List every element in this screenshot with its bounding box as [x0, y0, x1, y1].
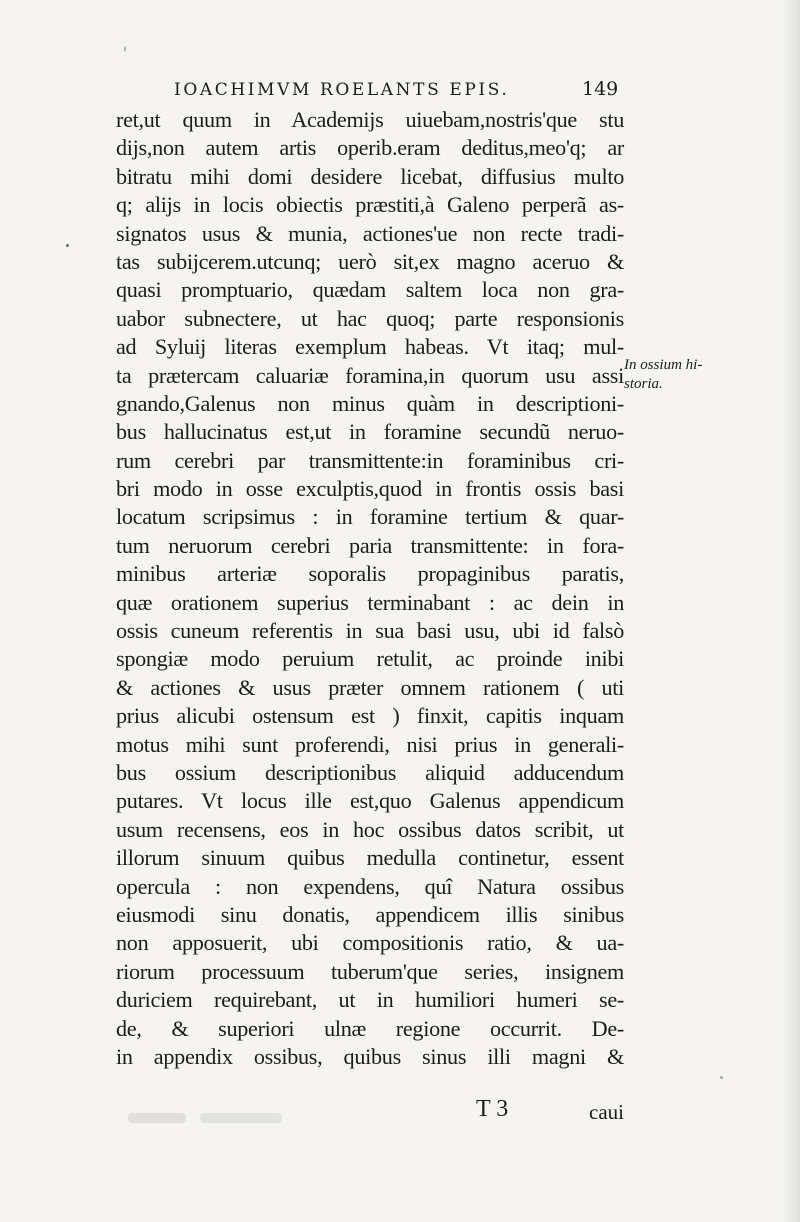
- text-line: q; alijs in locis obiectis præstiti,à Galeno perperã as-: [116, 192, 624, 218]
- text-line: de, & superiori ulnæ regione occurrit. De-: [116, 1015, 624, 1041]
- text-line: prius alicubi ostensum est ) finxit, capitis inquam: [116, 703, 624, 729]
- catchword: caui: [589, 1100, 624, 1124]
- text-line: riorum processuum tuberum'que series, insignem: [116, 958, 624, 984]
- marginal-note-line: storia.: [624, 376, 663, 392]
- text-line: usum recensens, eos in hoc ossibus datos scribit, ut: [116, 816, 624, 842]
- text-line: motus mihi sunt proferendi, nisi prius in generali-: [116, 731, 624, 757]
- text-line: illorum sinuum quibus medulla continetur, essent: [116, 845, 624, 871]
- text-line: dijs,non autem artis operib.eram deditus,meo'q; ar: [116, 135, 624, 161]
- text-line: opercula : non expendens, quî Natura ossibus: [116, 873, 624, 899]
- text-line: minibus arteriæ soporalis propaginibus paratis,: [116, 561, 624, 587]
- text-line: ad Syluij literas exemplum habeas. Vt itaq; mul-: [116, 334, 624, 360]
- text-line: rum cerebri par transmittente:in foraminibus cri-: [116, 447, 624, 473]
- signature-mark: T 3: [476, 1096, 509, 1122]
- text-line: tum neruorum cerebri paria transmittente: in fora-: [116, 532, 624, 558]
- marginal-note-line: In ossium hi-: [624, 357, 703, 373]
- bleed-smudge: [200, 1113, 282, 1123]
- text-line: tas subijcerem.utcunq; uerò sit,ex magno aceruo &: [116, 248, 624, 274]
- ink-speck: [720, 1076, 723, 1079]
- running-title: IOACHIMVM ROELANTS EPIS.: [174, 80, 510, 100]
- ink-speck: [124, 46, 126, 52]
- gutter-shadow: [782, 0, 800, 1222]
- text-line: duriciem requirebant, ut in humiliori humeri se-: [116, 987, 624, 1013]
- text-line: quasi promptuario, quædam saltem loca non gra-: [116, 277, 624, 303]
- running-head: [174, 80, 624, 104]
- text-line: eiusmodi sinu donatis, appendicem illis sinibus: [116, 901, 624, 927]
- text-line: bus hallucinatus est,ut in foramine secundũ neruo-: [116, 419, 624, 445]
- text-line: bri modo in osse exculptis,quod in frontis ossis basi: [116, 476, 624, 502]
- text-line: ossis cuneum referentis in sua basi usu, ubi id falsò: [116, 618, 624, 644]
- text-line: bus ossium descriptionibus aliquid adducendum: [116, 759, 624, 785]
- text-line: gnando,Galenus non minus quàm in descriptioni-: [116, 390, 624, 416]
- page-number: 149: [582, 78, 619, 100]
- text-line: & actiones & usus præter omnem rationem ( uti: [116, 674, 624, 700]
- text-line: quæ orationem superius terminabant : ac dein in: [116, 589, 624, 615]
- show-through-mark: [128, 1107, 288, 1129]
- text-line: uabor subnectere, ut hac quoq; parte responsionis: [116, 305, 624, 331]
- text-line: non apposuerit, ubi compositionis ratio, & ua-: [116, 930, 624, 956]
- marginal-note: [624, 356, 744, 394]
- text-line: in appendix ossibus, quibus sinus illi magni &: [116, 1043, 624, 1069]
- text-line: bitratu mihi domi desidere licebat, diffusius multo: [116, 163, 624, 189]
- text-line: spongiæ modo peruium retulit, ac proinde inibi: [116, 646, 624, 672]
- text-line: locatum scripsimus : in foramine tertium & quar-: [116, 504, 624, 530]
- text-line: ta prætercam caluariæ foramina,in quorum usu assi: [116, 362, 624, 388]
- body-text: [116, 106, 624, 1071]
- bleed-smudge: [128, 1113, 186, 1123]
- text-line: putares. Vt locus ille est,quo Galenus appendicum: [116, 788, 624, 814]
- text-line: ret,ut quum in Academijs uiuebam,nostris'que stu: [116, 107, 624, 132]
- text-line: signatos usus & munia, actiones'ue non recte tradi-: [116, 220, 624, 246]
- ink-speck: [66, 244, 69, 247]
